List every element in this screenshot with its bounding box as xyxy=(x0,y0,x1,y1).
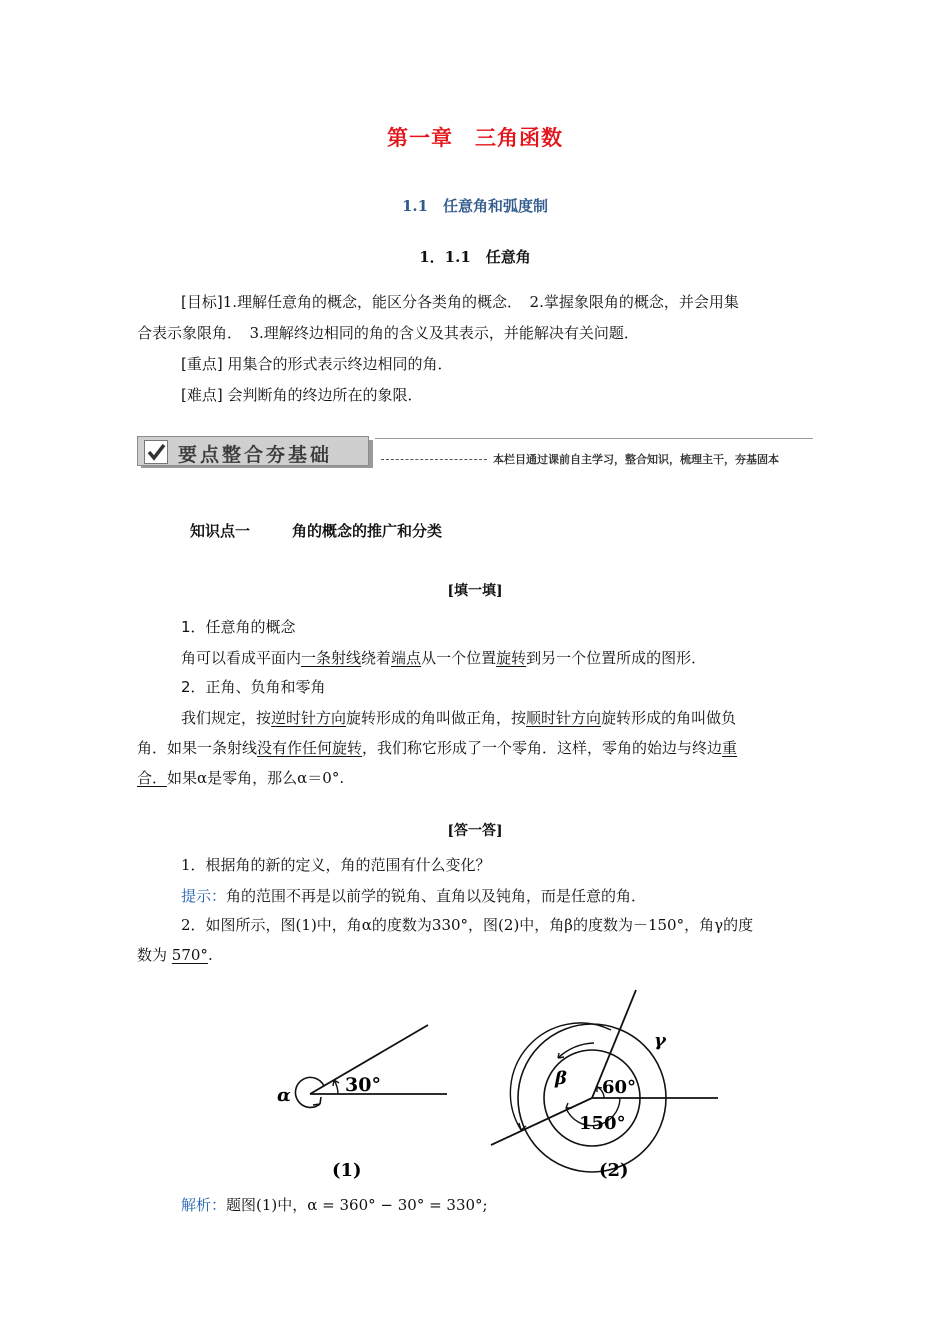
fig2-caption: (2) xyxy=(599,1160,629,1181)
text-span: 角可以看成平面内 xyxy=(181,649,302,667)
figure-1 xyxy=(277,1025,447,1181)
hint-label: 提示： xyxy=(181,887,227,905)
goals-target-line1 xyxy=(181,287,739,318)
text-span: 到另一个位置所成的图形． xyxy=(526,649,707,667)
fig2-gamma-label: γ xyxy=(654,1030,666,1051)
answer-blank: 顺时针方向 xyxy=(526,709,602,727)
text-span: 绕着 xyxy=(361,649,392,667)
difficult-text: 会判断角的终边所在的象限． xyxy=(227,386,423,404)
target-label: [目标] xyxy=(181,293,223,311)
fig2-beta-label: β xyxy=(555,1068,567,1089)
banner-note: 本栏目通过课前自主学习，整合知识，梳理主干，夯基固本 xyxy=(493,453,779,466)
question-2-line2 xyxy=(137,940,213,971)
text-span: 旋转形成的角叫做负 xyxy=(601,709,737,727)
answer-blank: 逆时针方向 xyxy=(271,709,347,727)
fig1-caption: (1) xyxy=(332,1160,362,1181)
text-span: 角．如果一条射线 xyxy=(137,739,258,757)
goals-target-line2: 合表示象限角． 3.理解终边相同的角的含义及其表示，并能解决有关问题． xyxy=(137,324,639,342)
section-banner xyxy=(137,436,813,472)
fig1-alpha-label: α xyxy=(277,1085,291,1106)
text-span: . xyxy=(207,946,213,964)
fig1-angle-label: 30° xyxy=(345,1074,381,1096)
key-text: 用集合的形式表示终边相同的角． xyxy=(227,355,453,373)
banner-rule xyxy=(375,438,813,439)
angle-figures xyxy=(0,980,950,1190)
fill-item2-title: 2．正角、负角和零角 xyxy=(181,678,326,696)
question-1: 1．根据角的新的定义，角的范围有什么变化？ xyxy=(181,856,491,874)
chapter-title: 第一章 三角函数 xyxy=(387,125,563,150)
knowledge-point-title: 角的概念的推广和分类 xyxy=(292,522,443,540)
hint-1 xyxy=(181,881,646,912)
fill-item1-text xyxy=(181,643,706,674)
analysis-label: 解析： xyxy=(181,1196,227,1214)
answer-blank: 重 xyxy=(722,739,738,757)
hint-text: 角的范围不再是以前学的锐角、直角以及钝角，而是任意的角． xyxy=(226,887,647,905)
answer-blank: 570° xyxy=(171,946,208,964)
fig2-150-label: 150° xyxy=(579,1113,626,1134)
check-icon xyxy=(144,440,168,464)
banner-title: 要点整合夯基础 xyxy=(178,444,333,466)
difficult-label: [难点] xyxy=(181,386,223,404)
goals-key xyxy=(181,349,453,380)
text-span: 如果α是零角，那么α＝0°. xyxy=(167,769,345,787)
banner-dash xyxy=(381,459,487,460)
goals-difficult xyxy=(181,380,423,411)
answer-header: [答一答] xyxy=(447,823,503,839)
fig1-alpha-arrow-icon xyxy=(313,1097,321,1105)
answer-blank: 没有作任何旋转 xyxy=(257,739,363,757)
answer-blank: 合． xyxy=(137,769,168,787)
figure-2 xyxy=(491,990,718,1181)
fill-header: [填一填] xyxy=(447,583,503,599)
fig2-60-label: 60° xyxy=(602,1077,637,1098)
text-span: 数为 xyxy=(137,946,168,964)
key-label: [重点] xyxy=(181,355,223,373)
target-text-1: 1.理解任意角的概念，能区分各类角的概念． 2.掌握象限角的概念，并会用集 xyxy=(222,293,739,311)
fill-item1-title: 1．任意角的概念 xyxy=(181,618,296,636)
fill-item2-line3 xyxy=(137,763,344,794)
fill-item2-line1 xyxy=(181,703,736,734)
analysis-line xyxy=(181,1190,488,1221)
analysis-text: 题图(1)中，α = 360° − 30° = 330°; xyxy=(226,1196,488,1214)
knowledge-point-label: 知识点一 xyxy=(190,522,251,540)
subsection-title: 1．1.1 任意角 xyxy=(419,248,531,266)
section-title: 1.1 任意角和弧度制 xyxy=(401,197,549,215)
text-span: ，我们称它形成了一个零角．这样，零角的始边与终边 xyxy=(362,739,723,757)
banner-box xyxy=(137,436,369,466)
text-span: 我们规定，按 xyxy=(181,709,272,727)
fill-item2-line2 xyxy=(137,733,737,764)
text-span: 旋转形成的角叫做正角，按 xyxy=(346,709,527,727)
answer-blank: 端点 xyxy=(391,649,422,667)
text-span: 从一个位置 xyxy=(421,649,497,667)
question-2-line1: 2．如图所示，图(1)中，角α的度数为330°，图(2)中，角β的度数为－150°，角γ的度 xyxy=(181,916,754,934)
answer-blank: 一条射线 xyxy=(301,649,362,667)
answer-blank: 旋转 xyxy=(496,649,527,667)
